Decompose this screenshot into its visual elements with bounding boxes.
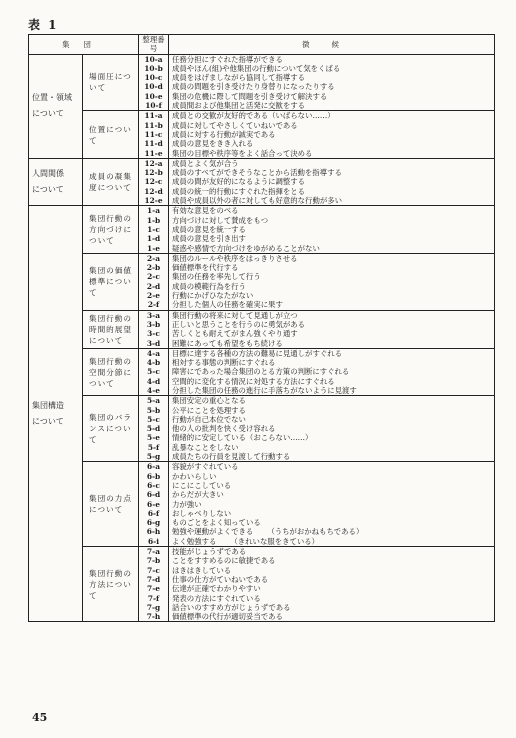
item-code: 10-a bbox=[139, 54, 169, 64]
item-description-cell bbox=[169, 415, 495, 424]
item-description: 相対する事態の判断にすぐれる bbox=[172, 358, 276, 368]
item-code: 1-d bbox=[139, 234, 169, 243]
item-description-cell bbox=[169, 225, 495, 234]
item-description-cell bbox=[169, 121, 495, 130]
item-description-cell bbox=[169, 206, 495, 216]
item-code: 5-c bbox=[139, 367, 169, 376]
page-number: 45 bbox=[32, 711, 48, 724]
item-code: 2-f bbox=[139, 300, 169, 310]
item-code: 6-a bbox=[139, 462, 169, 472]
item-description: 集団の目標や秩序等をよく話合って決める bbox=[172, 148, 313, 158]
item-description-cell bbox=[169, 566, 495, 575]
item-description: よく勉強する bbox=[172, 536, 217, 546]
item-code: 6-b bbox=[139, 472, 169, 481]
item-description-cell bbox=[169, 168, 495, 177]
item-description: 苦しくとも耐えてがまん強くやり通す bbox=[172, 329, 298, 339]
item-code: 1-c bbox=[139, 225, 169, 234]
item-description: 障害にであった場合集団のとる方策の判断にすぐれる bbox=[172, 367, 350, 377]
item-code: 7-g bbox=[139, 603, 169, 612]
item-description-cell bbox=[169, 139, 495, 148]
table-header-row bbox=[29, 35, 495, 55]
item-description: 成員に対してやさしくていねいである bbox=[172, 120, 298, 130]
item-description-cell bbox=[169, 272, 495, 281]
item-description: 情緒的に安定している（おこらない……） bbox=[172, 433, 313, 443]
table-row bbox=[29, 396, 495, 406]
item-description: 成員の意見をきき入れる bbox=[172, 139, 254, 149]
item-description: ことをすすめるのに敏捷である bbox=[172, 556, 276, 566]
item-code: 11-b bbox=[139, 121, 169, 130]
header-description: 徴候 bbox=[169, 35, 495, 55]
category-cell bbox=[29, 158, 83, 205]
item-description-cell bbox=[169, 396, 495, 406]
item-code: 12-a bbox=[139, 158, 169, 168]
item-description-cell bbox=[169, 101, 495, 111]
item-code: 7-c bbox=[139, 566, 169, 575]
category-cell bbox=[29, 54, 83, 158]
item-code: 5-e bbox=[139, 433, 169, 442]
item-description-cell bbox=[169, 73, 495, 82]
item-description: 成員のすべてができそうなことから活動を指導する bbox=[172, 168, 342, 178]
item-description: 成員やほん(組)や他集団の行動について気をくばる bbox=[172, 63, 341, 73]
item-description: 空間的に変化する情況に対処する方法にすぐれる bbox=[172, 376, 335, 386]
item-description: ものごとをよく知っている bbox=[172, 518, 261, 528]
item-description-cell bbox=[169, 575, 495, 584]
item-description: 集団のルールや秩序をはっきりさせる bbox=[172, 253, 298, 263]
item-code: 6-d bbox=[139, 490, 169, 499]
item-description-cell bbox=[169, 130, 495, 139]
category-label: について bbox=[32, 109, 64, 119]
item-code: 11-e bbox=[139, 149, 169, 159]
item-description: 成員に対する行動が誠実である bbox=[172, 129, 276, 139]
item-description-cell bbox=[169, 329, 495, 338]
item-code: 6-h bbox=[139, 527, 169, 536]
item-description: 伝達が正確でわかりやすい bbox=[172, 584, 261, 594]
item-description-cell bbox=[169, 300, 495, 310]
table-row bbox=[29, 462, 495, 472]
item-description-cell bbox=[169, 348, 495, 358]
item-code: 7-a bbox=[139, 547, 169, 557]
item-code: 7-d bbox=[139, 575, 169, 584]
header-code: 整理番号 bbox=[139, 35, 169, 55]
item-code: 3-d bbox=[139, 339, 169, 349]
item-code: 2-b bbox=[139, 263, 169, 272]
item-description-cell bbox=[169, 196, 495, 206]
item-description: 発表の方法にすぐれている bbox=[172, 593, 261, 603]
item-code: 10-e bbox=[139, 92, 169, 101]
item-description-cell bbox=[169, 234, 495, 243]
table-title: 表 1 bbox=[28, 18, 59, 32]
item-code: 5-b bbox=[139, 406, 169, 415]
item-description-cell bbox=[169, 509, 495, 518]
item-code: 7-h bbox=[139, 612, 169, 622]
item-description: 成員の模範行為を行う bbox=[172, 281, 246, 291]
table-row bbox=[29, 253, 495, 263]
item-description: にこにこしている bbox=[172, 480, 232, 490]
item-description-cell bbox=[169, 490, 495, 499]
item-description: 価値標準を代行する bbox=[172, 263, 239, 273]
item-code: 1-a bbox=[139, 206, 169, 216]
category-label: について bbox=[32, 185, 64, 195]
item-description-cell bbox=[169, 452, 495, 462]
table-row bbox=[29, 111, 495, 121]
item-description: 集団行動の将来に対して見通しが立つ bbox=[172, 310, 298, 320]
item-code: 5-c bbox=[139, 415, 169, 424]
category-cell bbox=[29, 206, 83, 622]
item-description: 分担した集団の任務の進行に手落ちがないように見渡す bbox=[172, 385, 357, 395]
item-description-cell bbox=[169, 320, 495, 329]
item-description-cell bbox=[169, 263, 495, 272]
item-description-cell bbox=[169, 584, 495, 593]
item-code: 4-e bbox=[139, 386, 169, 396]
item-description: 疑惑や感情で方向づけをゆがめることがない bbox=[172, 243, 320, 253]
item-description: 正しいと思うことを行うのに勇気がある bbox=[172, 319, 306, 329]
item-description: はきはきしている bbox=[172, 565, 232, 575]
item-description: 行動が自己本位でない bbox=[172, 414, 246, 424]
item-code: 2-d bbox=[139, 282, 169, 291]
item-description-cell bbox=[169, 149, 495, 159]
item-description: 集団の任務を率先して行う bbox=[172, 272, 261, 282]
item-description-cell bbox=[169, 603, 495, 612]
leadership-traits-table bbox=[28, 34, 495, 622]
table-row bbox=[29, 310, 495, 320]
item-description: 勉強や運動がよくできる bbox=[172, 527, 254, 537]
subcategory-label: 位置について bbox=[83, 111, 139, 158]
item-description: 集団の危機に際して問題を引き受けて解決する bbox=[172, 91, 328, 101]
item-code: 3-c bbox=[139, 329, 169, 338]
item-description-cell bbox=[169, 187, 495, 196]
item-code: 7-f bbox=[139, 594, 169, 603]
item-code: 1-b bbox=[139, 216, 169, 225]
item-description: 技能がじょうずである bbox=[172, 547, 247, 557]
item-description: 公平にことを処理する bbox=[172, 405, 246, 415]
header-category: 集団 bbox=[29, 35, 139, 55]
item-description-cell bbox=[169, 367, 495, 376]
item-code: 5-f bbox=[139, 443, 169, 452]
item-code: 6-g bbox=[139, 518, 169, 527]
item-description-cell bbox=[169, 339, 495, 349]
category-label: 位置・領域 bbox=[32, 93, 72, 103]
item-description: 成員の問題を引き受けたり身替りになったりする bbox=[172, 82, 335, 92]
item-description-cell bbox=[169, 481, 495, 490]
item-description: 成員間および他集団と活発に交歓をする bbox=[172, 101, 306, 111]
item-code: 1-e bbox=[139, 244, 169, 254]
item-description-cell bbox=[169, 518, 495, 527]
item-description-cell bbox=[169, 158, 495, 168]
subcategory-label: 集団行動の方向づけについて bbox=[83, 206, 139, 253]
item-description: おしゃべりしない bbox=[172, 508, 232, 518]
item-description: 容貌がすぐれている bbox=[172, 462, 239, 472]
subcategory-label: 集団の力点について bbox=[83, 462, 139, 547]
item-code: 7-e bbox=[139, 584, 169, 593]
item-description: 任務分担にすぐれた指導ができる bbox=[172, 54, 283, 64]
item-code: 12-d bbox=[139, 187, 169, 196]
item-note: （うちがおかねもちである） bbox=[267, 527, 364, 537]
table-body bbox=[29, 54, 495, 622]
item-description-cell bbox=[169, 111, 495, 121]
item-code: 11-c bbox=[139, 130, 169, 139]
item-description-cell bbox=[169, 253, 495, 263]
item-description-cell bbox=[169, 443, 495, 452]
item-description-cell bbox=[169, 612, 495, 622]
item-code: 4-b bbox=[139, 358, 169, 367]
item-description: 困難にあっても希望をもち続ける bbox=[172, 338, 283, 348]
item-code: 6-e bbox=[139, 500, 169, 509]
item-description-cell bbox=[169, 527, 495, 536]
item-description: 目標に達する各種の方法の難易に見通しがすぐれる bbox=[172, 348, 343, 358]
item-code: 2-c bbox=[139, 272, 169, 281]
item-description-cell bbox=[169, 244, 495, 254]
item-code: 3-a bbox=[139, 310, 169, 320]
subcategory-label: 集団の価値標準について bbox=[83, 253, 139, 310]
item-description: 成員の統一的行動にすぐれた指揮をとる bbox=[172, 186, 306, 196]
item-description-cell bbox=[169, 291, 495, 300]
item-description-cell bbox=[169, 92, 495, 101]
item-description: 成員や成員以外の者に対しても好意的な行動が多い bbox=[172, 196, 343, 206]
item-description: 成員たちの行員を見渡して行動する bbox=[172, 452, 291, 462]
subcategory-label: 成員の凝集度について bbox=[83, 158, 139, 205]
subcategory-label: 集団行動の空間分節について bbox=[83, 348, 139, 395]
item-code: 10-c bbox=[139, 73, 169, 82]
item-description: 分担した個人の任務を確実に果す bbox=[172, 300, 283, 310]
item-description-cell bbox=[169, 310, 495, 320]
item-description: 成員との交歓が友好的である（いばらない……） bbox=[172, 111, 335, 121]
item-code: 12-b bbox=[139, 168, 169, 177]
table-container bbox=[28, 34, 494, 622]
item-description: 他の人の批判を快く受け容れる bbox=[172, 424, 276, 434]
item-description: 成員とよく気が合う bbox=[172, 158, 239, 168]
item-description-cell bbox=[169, 537, 495, 547]
item-description-cell bbox=[169, 433, 495, 442]
table-row bbox=[29, 206, 495, 216]
subcategory-label: 集団行動の方法について bbox=[83, 547, 139, 622]
item-description-cell bbox=[169, 556, 495, 565]
item-code: 6-c bbox=[139, 481, 169, 490]
item-code: 7-b bbox=[139, 556, 169, 565]
item-description-cell bbox=[169, 54, 495, 64]
item-description: 成員の意見を引き出す bbox=[172, 234, 246, 244]
item-description: 有効な意見をのべる bbox=[172, 206, 239, 216]
category-label: 集団構造 bbox=[32, 400, 64, 410]
subcategory-label: 場面圧について bbox=[83, 54, 139, 111]
item-description: 成員をはげましながら協同して指導する bbox=[172, 73, 306, 83]
item-description: 力が強い bbox=[172, 499, 202, 509]
item-code: 5-g bbox=[139, 452, 169, 462]
item-description-cell bbox=[169, 594, 495, 603]
item-code: 11-a bbox=[139, 111, 169, 121]
table-row bbox=[29, 348, 495, 358]
item-description-cell bbox=[169, 406, 495, 415]
item-description-cell bbox=[169, 216, 495, 225]
item-code: 11-d bbox=[139, 139, 169, 148]
item-code: 6-i bbox=[139, 537, 169, 547]
item-code: 3-b bbox=[139, 320, 169, 329]
item-description: 集団安定の重心となる bbox=[172, 396, 246, 406]
item-code: 5-a bbox=[139, 396, 169, 406]
item-description: 方向づけに対して賛成をもつ bbox=[172, 215, 269, 225]
item-description: 行動にかげひなたがない bbox=[172, 291, 254, 301]
item-code: 10-f bbox=[139, 101, 169, 111]
item-description-cell bbox=[169, 358, 495, 367]
item-code: 2-a bbox=[139, 253, 169, 263]
item-code: 10-b bbox=[139, 64, 169, 73]
item-code: 6-f bbox=[139, 509, 169, 518]
item-code: 10-d bbox=[139, 82, 169, 91]
table-row bbox=[29, 547, 495, 557]
item-description-cell bbox=[169, 462, 495, 472]
item-code: 2-e bbox=[139, 291, 169, 300]
item-description: からだが大きい bbox=[172, 490, 224, 500]
item-note: （きれいな服をきている） bbox=[230, 536, 320, 546]
item-description: 乱暴なことをしない bbox=[172, 442, 239, 452]
item-description-cell bbox=[169, 386, 495, 396]
item-description: 価値標準の代行が適切妥当である bbox=[172, 612, 283, 622]
table-row bbox=[29, 54, 495, 64]
item-description: 成員の意見を統一する bbox=[172, 224, 246, 234]
category-label: 人間関係 bbox=[32, 169, 64, 179]
item-description-cell bbox=[169, 82, 495, 91]
item-description: 話合いのすすめ方がじょうずである bbox=[172, 602, 291, 612]
item-description: 成員の間が友好的になるように調整する bbox=[172, 177, 306, 187]
item-description-cell bbox=[169, 177, 495, 186]
item-code: 12-c bbox=[139, 177, 169, 186]
table-row bbox=[29, 158, 495, 168]
subcategory-label: 集団行動の時間的展望について bbox=[83, 310, 139, 348]
item-description: 仕事の仕方がていねいである bbox=[172, 574, 269, 584]
item-description-cell bbox=[169, 500, 495, 509]
item-description-cell bbox=[169, 424, 495, 433]
item-description: かわいらしい bbox=[172, 471, 217, 481]
category-label: について bbox=[32, 416, 64, 426]
item-description-cell bbox=[169, 547, 495, 557]
subcategory-label: 集団のバランスについて bbox=[83, 396, 139, 462]
item-code: 5-d bbox=[139, 424, 169, 433]
item-code: 4-a bbox=[139, 348, 169, 358]
item-description-cell bbox=[169, 472, 495, 481]
item-code: 12-e bbox=[139, 196, 169, 206]
item-description-cell bbox=[169, 282, 495, 291]
item-description-cell bbox=[169, 377, 495, 386]
item-description-cell bbox=[169, 64, 495, 73]
item-code: 4-d bbox=[139, 377, 169, 386]
